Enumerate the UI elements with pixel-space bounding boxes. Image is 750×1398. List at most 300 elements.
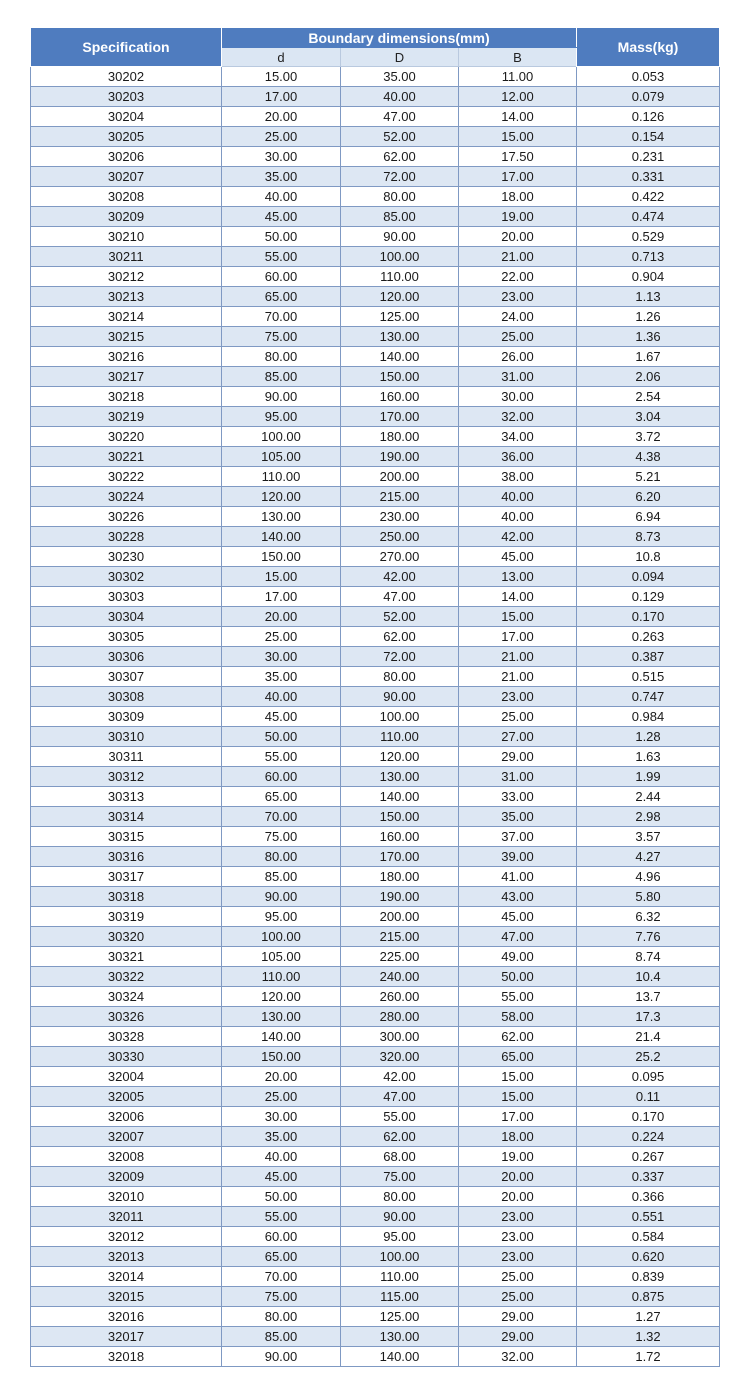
d-cell: 15.00 — [222, 567, 341, 587]
d-cell: 95.00 — [222, 407, 341, 427]
D-cell: 72.00 — [341, 647, 459, 667]
B-cell: 21.00 — [459, 247, 577, 267]
B-cell: 25.00 — [459, 707, 577, 727]
D-cell: 52.00 — [341, 607, 459, 627]
B-cell: 14.00 — [459, 107, 577, 127]
table-row — [31, 527, 720, 547]
mass-cell: 0.839 — [577, 1267, 720, 1287]
mass-cell: 0.747 — [577, 687, 720, 707]
mass-cell: 1.13 — [577, 287, 720, 307]
D-cell: 62.00 — [341, 147, 459, 167]
d-cell: 25.00 — [222, 627, 341, 647]
mass-cell: 5.21 — [577, 467, 720, 487]
specification-cell: 30222 — [31, 467, 222, 487]
B-cell: 18.00 — [459, 187, 577, 207]
d-cell: 150.00 — [222, 547, 341, 567]
mass-cell: 6.32 — [577, 907, 720, 927]
table-row — [31, 287, 720, 307]
table-row — [31, 1267, 720, 1287]
header-B: B — [459, 48, 577, 67]
d-cell: 50.00 — [222, 727, 341, 747]
specification-cell: 30217 — [31, 367, 222, 387]
D-cell: 47.00 — [341, 107, 459, 127]
D-cell: 100.00 — [341, 707, 459, 727]
B-cell: 23.00 — [459, 1247, 577, 1267]
B-cell: 17.50 — [459, 147, 577, 167]
table-row — [31, 367, 720, 387]
D-cell: 42.00 — [341, 1067, 459, 1087]
mass-cell: 4.27 — [577, 847, 720, 867]
D-cell: 140.00 — [341, 347, 459, 367]
d-cell: 70.00 — [222, 307, 341, 327]
B-cell: 41.00 — [459, 867, 577, 887]
mass-cell: 0.474 — [577, 207, 720, 227]
B-cell: 15.00 — [459, 1087, 577, 1107]
d-cell: 65.00 — [222, 787, 341, 807]
d-cell: 45.00 — [222, 207, 341, 227]
B-cell: 29.00 — [459, 1307, 577, 1327]
d-cell: 60.00 — [222, 1227, 341, 1247]
D-cell: 130.00 — [341, 767, 459, 787]
D-cell: 170.00 — [341, 847, 459, 867]
D-cell: 85.00 — [341, 207, 459, 227]
D-cell: 150.00 — [341, 367, 459, 387]
D-cell: 230.00 — [341, 507, 459, 527]
B-cell: 13.00 — [459, 567, 577, 587]
d-cell: 17.00 — [222, 87, 341, 107]
mass-cell: 0.620 — [577, 1247, 720, 1267]
table-row — [31, 1347, 720, 1367]
d-cell: 55.00 — [222, 247, 341, 267]
table-row — [31, 747, 720, 767]
table-row — [31, 347, 720, 367]
d-cell: 90.00 — [222, 887, 341, 907]
B-cell: 30.00 — [459, 387, 577, 407]
B-cell: 65.00 — [459, 1047, 577, 1067]
B-cell: 15.00 — [459, 127, 577, 147]
B-cell: 20.00 — [459, 1187, 577, 1207]
header-mass: Mass(kg) — [577, 28, 720, 67]
d-cell: 17.00 — [222, 587, 341, 607]
specification-cell: 30309 — [31, 707, 222, 727]
mass-cell: 0.094 — [577, 567, 720, 587]
specification-cell: 30310 — [31, 727, 222, 747]
table-row — [31, 647, 720, 667]
table-body — [31, 67, 720, 1367]
d-cell: 150.00 — [222, 1047, 341, 1067]
D-cell: 180.00 — [341, 867, 459, 887]
table-row — [31, 887, 720, 907]
mass-cell: 4.38 — [577, 447, 720, 467]
table-row — [31, 327, 720, 347]
D-cell: 190.00 — [341, 887, 459, 907]
mass-cell: 0.713 — [577, 247, 720, 267]
d-cell: 50.00 — [222, 1187, 341, 1207]
specification-cell: 30213 — [31, 287, 222, 307]
d-cell: 35.00 — [222, 167, 341, 187]
table-row — [31, 247, 720, 267]
D-cell: 42.00 — [341, 567, 459, 587]
B-cell: 22.00 — [459, 267, 577, 287]
specification-cell: 32012 — [31, 1227, 222, 1247]
d-cell: 45.00 — [222, 707, 341, 727]
specification-cell: 30218 — [31, 387, 222, 407]
B-cell: 23.00 — [459, 287, 577, 307]
D-cell: 200.00 — [341, 467, 459, 487]
mass-cell: 0.337 — [577, 1167, 720, 1187]
mass-cell: 0.366 — [577, 1187, 720, 1207]
d-cell: 85.00 — [222, 367, 341, 387]
d-cell: 40.00 — [222, 687, 341, 707]
d-cell: 90.00 — [222, 1347, 341, 1367]
B-cell: 20.00 — [459, 227, 577, 247]
D-cell: 125.00 — [341, 1307, 459, 1327]
specification-cell: 32016 — [31, 1307, 222, 1327]
D-cell: 115.00 — [341, 1287, 459, 1307]
mass-cell: 0.584 — [577, 1227, 720, 1247]
header-d: d — [222, 48, 341, 67]
table-row — [31, 487, 720, 507]
specification-cell: 30315 — [31, 827, 222, 847]
table-row — [31, 627, 720, 647]
table-row — [31, 1147, 720, 1167]
B-cell: 17.00 — [459, 627, 577, 647]
B-cell: 25.00 — [459, 327, 577, 347]
specification-cell: 30312 — [31, 767, 222, 787]
d-cell: 105.00 — [222, 947, 341, 967]
D-cell: 280.00 — [341, 1007, 459, 1027]
d-cell: 120.00 — [222, 487, 341, 507]
B-cell: 42.00 — [459, 527, 577, 547]
D-cell: 110.00 — [341, 727, 459, 747]
table-row — [31, 1247, 720, 1267]
B-cell: 32.00 — [459, 1347, 577, 1367]
specification-cell: 30322 — [31, 967, 222, 987]
table-row — [31, 987, 720, 1007]
specification-cell: 30313 — [31, 787, 222, 807]
mass-cell: 10.4 — [577, 967, 720, 987]
specification-cell: 32006 — [31, 1107, 222, 1127]
specification-cell: 30212 — [31, 267, 222, 287]
specification-cell: 30316 — [31, 847, 222, 867]
D-cell: 260.00 — [341, 987, 459, 1007]
d-cell: 60.00 — [222, 267, 341, 287]
D-cell: 225.00 — [341, 947, 459, 967]
table-row — [31, 1087, 720, 1107]
B-cell: 18.00 — [459, 1127, 577, 1147]
mass-cell: 0.904 — [577, 267, 720, 287]
specification-cell: 30328 — [31, 1027, 222, 1047]
D-cell: 90.00 — [341, 1207, 459, 1227]
table-row — [31, 407, 720, 427]
B-cell: 43.00 — [459, 887, 577, 907]
table-row — [31, 667, 720, 687]
d-cell: 55.00 — [222, 747, 341, 767]
specification-cell: 30206 — [31, 147, 222, 167]
D-cell: 40.00 — [341, 87, 459, 107]
header-specification: Specification — [31, 28, 222, 67]
specification-cell: 30219 — [31, 407, 222, 427]
d-cell: 30.00 — [222, 1107, 341, 1127]
d-cell: 85.00 — [222, 1327, 341, 1347]
table-row — [31, 1027, 720, 1047]
D-cell: 180.00 — [341, 427, 459, 447]
mass-cell: 21.4 — [577, 1027, 720, 1047]
table-row — [31, 1167, 720, 1187]
d-cell: 35.00 — [222, 1127, 341, 1147]
specification-cell: 30324 — [31, 987, 222, 1007]
mass-cell: 0.129 — [577, 587, 720, 607]
mass-cell: 7.76 — [577, 927, 720, 947]
specification-cell: 30208 — [31, 187, 222, 207]
B-cell: 21.00 — [459, 647, 577, 667]
specification-cell: 30205 — [31, 127, 222, 147]
B-cell: 45.00 — [459, 547, 577, 567]
D-cell: 140.00 — [341, 1347, 459, 1367]
D-cell: 110.00 — [341, 1267, 459, 1287]
bearing-spec-table — [30, 27, 720, 1367]
D-cell: 100.00 — [341, 247, 459, 267]
table-header — [31, 28, 720, 67]
d-cell: 65.00 — [222, 1247, 341, 1267]
table-row — [31, 1207, 720, 1227]
table-row — [31, 767, 720, 787]
specification-cell: 30211 — [31, 247, 222, 267]
mass-cell: 4.96 — [577, 867, 720, 887]
B-cell: 40.00 — [459, 507, 577, 527]
B-cell: 40.00 — [459, 487, 577, 507]
d-cell: 75.00 — [222, 827, 341, 847]
table-row — [31, 787, 720, 807]
specification-cell: 32014 — [31, 1267, 222, 1287]
specification-cell: 30210 — [31, 227, 222, 247]
B-cell: 11.00 — [459, 67, 577, 87]
D-cell: 90.00 — [341, 687, 459, 707]
d-cell: 15.00 — [222, 67, 341, 87]
B-cell: 24.00 — [459, 307, 577, 327]
B-cell: 15.00 — [459, 1067, 577, 1087]
B-cell: 15.00 — [459, 607, 577, 627]
table-row — [31, 467, 720, 487]
specification-cell: 30320 — [31, 927, 222, 947]
D-cell: 110.00 — [341, 267, 459, 287]
d-cell: 30.00 — [222, 647, 341, 667]
table-row — [31, 547, 720, 567]
B-cell: 29.00 — [459, 1327, 577, 1347]
table-row — [31, 167, 720, 187]
table-row — [31, 927, 720, 947]
B-cell: 31.00 — [459, 367, 577, 387]
D-cell: 130.00 — [341, 327, 459, 347]
mass-cell: 1.72 — [577, 1347, 720, 1367]
d-cell: 100.00 — [222, 927, 341, 947]
D-cell: 270.00 — [341, 547, 459, 567]
specification-cell: 30326 — [31, 1007, 222, 1027]
specification-cell: 30230 — [31, 547, 222, 567]
mass-cell: 0.263 — [577, 627, 720, 647]
table-row — [31, 1287, 720, 1307]
B-cell: 34.00 — [459, 427, 577, 447]
B-cell: 25.00 — [459, 1287, 577, 1307]
d-cell: 140.00 — [222, 1027, 341, 1047]
D-cell: 120.00 — [341, 287, 459, 307]
B-cell: 14.00 — [459, 587, 577, 607]
mass-cell: 0.11 — [577, 1087, 720, 1107]
mass-cell: 1.32 — [577, 1327, 720, 1347]
table-row — [31, 227, 720, 247]
d-cell: 130.00 — [222, 1007, 341, 1027]
table-row — [31, 947, 720, 967]
mass-cell: 0.231 — [577, 147, 720, 167]
B-cell: 36.00 — [459, 447, 577, 467]
specification-cell: 30202 — [31, 67, 222, 87]
d-cell: 25.00 — [222, 1087, 341, 1107]
D-cell: 72.00 — [341, 167, 459, 187]
specification-cell: 30306 — [31, 647, 222, 667]
table-row — [31, 807, 720, 827]
specification-cell: 30314 — [31, 807, 222, 827]
mass-cell: 0.875 — [577, 1287, 720, 1307]
specification-cell: 30308 — [31, 687, 222, 707]
D-cell: 215.00 — [341, 487, 459, 507]
mass-cell: 0.053 — [577, 67, 720, 87]
table-row — [31, 967, 720, 987]
D-cell: 170.00 — [341, 407, 459, 427]
D-cell: 35.00 — [341, 67, 459, 87]
mass-cell: 2.44 — [577, 787, 720, 807]
mass-cell: 1.99 — [577, 767, 720, 787]
d-cell: 110.00 — [222, 967, 341, 987]
D-cell: 100.00 — [341, 1247, 459, 1267]
D-cell: 320.00 — [341, 1047, 459, 1067]
d-cell: 75.00 — [222, 327, 341, 347]
B-cell: 25.00 — [459, 1267, 577, 1287]
specification-cell: 30209 — [31, 207, 222, 227]
B-cell: 37.00 — [459, 827, 577, 847]
d-cell: 110.00 — [222, 467, 341, 487]
mass-cell: 1.63 — [577, 747, 720, 767]
specification-cell: 30224 — [31, 487, 222, 507]
mass-cell: 3.57 — [577, 827, 720, 847]
mass-cell: 0.331 — [577, 167, 720, 187]
table-row — [31, 1127, 720, 1147]
D-cell: 68.00 — [341, 1147, 459, 1167]
B-cell: 23.00 — [459, 1207, 577, 1227]
D-cell: 160.00 — [341, 387, 459, 407]
B-cell: 62.00 — [459, 1027, 577, 1047]
mass-cell: 3.72 — [577, 427, 720, 447]
mass-cell: 0.170 — [577, 607, 720, 627]
specification-cell: 30216 — [31, 347, 222, 367]
mass-cell: 6.94 — [577, 507, 720, 527]
table-row — [31, 127, 720, 147]
mass-cell: 0.387 — [577, 647, 720, 667]
table-row — [31, 1007, 720, 1027]
table-row — [31, 207, 720, 227]
D-cell: 160.00 — [341, 827, 459, 847]
d-cell: 100.00 — [222, 427, 341, 447]
d-cell: 20.00 — [222, 1067, 341, 1087]
mass-cell: 0.422 — [577, 187, 720, 207]
specification-cell: 30221 — [31, 447, 222, 467]
table-row — [31, 427, 720, 447]
specification-cell: 30302 — [31, 567, 222, 587]
specification-cell: 30204 — [31, 107, 222, 127]
mass-cell: 17.3 — [577, 1007, 720, 1027]
mass-cell: 1.27 — [577, 1307, 720, 1327]
table-row — [31, 607, 720, 627]
D-cell: 95.00 — [341, 1227, 459, 1247]
table-row — [31, 827, 720, 847]
specification-cell: 30307 — [31, 667, 222, 687]
mass-cell: 8.74 — [577, 947, 720, 967]
specification-cell: 30220 — [31, 427, 222, 447]
B-cell: 39.00 — [459, 847, 577, 867]
D-cell: 125.00 — [341, 307, 459, 327]
specification-cell: 32018 — [31, 1347, 222, 1367]
specification-cell: 30303 — [31, 587, 222, 607]
specification-cell: 32011 — [31, 1207, 222, 1227]
mass-cell: 8.73 — [577, 527, 720, 547]
B-cell: 31.00 — [459, 767, 577, 787]
specification-cell: 30317 — [31, 867, 222, 887]
specification-cell: 32013 — [31, 1247, 222, 1267]
table-row — [31, 1327, 720, 1347]
D-cell: 47.00 — [341, 1087, 459, 1107]
mass-cell: 0.984 — [577, 707, 720, 727]
d-cell: 120.00 — [222, 987, 341, 1007]
mass-cell: 5.80 — [577, 887, 720, 907]
B-cell: 21.00 — [459, 667, 577, 687]
specification-cell: 30318 — [31, 887, 222, 907]
d-cell: 25.00 — [222, 127, 341, 147]
d-cell: 45.00 — [222, 1167, 341, 1187]
table-row — [31, 507, 720, 527]
B-cell: 55.00 — [459, 987, 577, 1007]
table-row — [31, 87, 720, 107]
table-row — [31, 147, 720, 167]
table-row — [31, 67, 720, 87]
d-cell: 70.00 — [222, 807, 341, 827]
D-cell: 80.00 — [341, 187, 459, 207]
d-cell: 140.00 — [222, 527, 341, 547]
B-cell: 17.00 — [459, 1107, 577, 1127]
D-cell: 240.00 — [341, 967, 459, 987]
d-cell: 95.00 — [222, 907, 341, 927]
d-cell: 55.00 — [222, 1207, 341, 1227]
mass-cell: 1.26 — [577, 307, 720, 327]
mass-cell: 3.04 — [577, 407, 720, 427]
specification-cell: 30319 — [31, 907, 222, 927]
B-cell: 17.00 — [459, 167, 577, 187]
table-row — [31, 267, 720, 287]
B-cell: 38.00 — [459, 467, 577, 487]
specification-cell: 30228 — [31, 527, 222, 547]
mass-cell: 0.224 — [577, 1127, 720, 1147]
mass-cell: 2.06 — [577, 367, 720, 387]
D-cell: 47.00 — [341, 587, 459, 607]
table-row — [31, 447, 720, 467]
B-cell: 29.00 — [459, 747, 577, 767]
mass-cell: 6.20 — [577, 487, 720, 507]
table-row — [31, 707, 720, 727]
header-boundary-dimensions: Boundary dimensions(mm) — [222, 28, 577, 48]
specification-cell: 32005 — [31, 1087, 222, 1107]
specification-cell: 30330 — [31, 1047, 222, 1067]
specification-cell: 30226 — [31, 507, 222, 527]
table-row — [31, 1107, 720, 1127]
D-cell: 55.00 — [341, 1107, 459, 1127]
